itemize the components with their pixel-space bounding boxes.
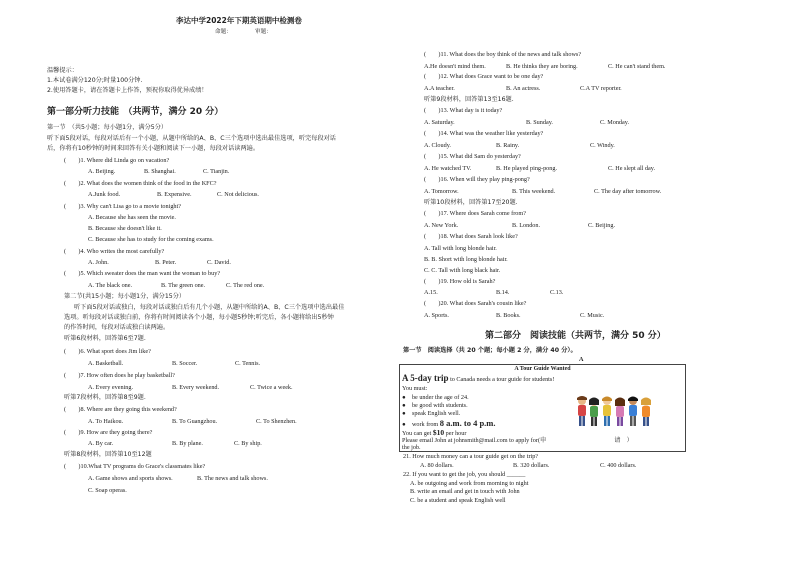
question-18: ( )18. What does Sarah look like?: [424, 233, 518, 240]
q21-option-a: A. 80 dollars.: [420, 462, 454, 469]
passage-letter: A: [579, 356, 584, 363]
q12-option-b: B. An actress.: [506, 85, 541, 92]
part1-sec2-title: 第二节(共15小题；每小题1分，满分15分）: [64, 293, 186, 300]
q16-option-a: A. Tomorrow.: [424, 188, 459, 195]
part1-sec1-instruction-2: 后，你将有10秒钟的时间来回答有关小题和阅读下一小题，每段对话读两遍。: [47, 145, 260, 152]
ad-job: the job.: [402, 444, 421, 451]
question-1: ( )1. Where did Linda go on vacation?: [64, 157, 170, 164]
q9-option-c: C. By ship.: [234, 440, 262, 447]
q20-option-b: B. Books.: [496, 312, 521, 319]
ad-bullet-4: [402, 419, 496, 429]
q7-option-c: C. Twice a week.: [250, 384, 293, 391]
q11-option-c: C. He can't stand them.: [608, 63, 666, 70]
question-6: ( )6. What sport does Jim like?: [64, 348, 151, 355]
question-8: ( )8. Where are they going this weekend?: [64, 406, 177, 413]
q13-option-c: C. Monday.: [600, 119, 629, 126]
q2-option-c: C. Not delicious.: [217, 191, 259, 198]
q16-option-c: C. The day after tomorrow.: [594, 188, 662, 195]
q14-option-b: B. Rainy.: [496, 142, 520, 149]
q10-option-c: C. Soap operas.: [88, 487, 127, 494]
q14-option-c: C. Windy.: [590, 142, 615, 149]
question-15: ( )15. What did Sam do yesterday?: [424, 153, 521, 160]
author-label: 命题：: [215, 29, 232, 35]
q5-option-c: C. The red one.: [226, 282, 265, 289]
ad-headline-rest: to Canada needs a tour guide for students!: [448, 376, 555, 383]
question-11: ( )11. What does the boy think of the news and talk shows?: [424, 51, 582, 58]
ad-title: A Tour Guide Wanted: [514, 366, 571, 372]
question-7: ( )7. How often does he play basketball?: [64, 372, 175, 379]
q11-option-a: A.He doesn't mind them.: [424, 63, 486, 70]
q3-option-a: A. Because she has seen the movie.: [88, 214, 176, 221]
question-12: ( )12. What does Grace want to be one day?: [424, 73, 544, 80]
exam-title: 李达中学2022年下期英语期中检测卷: [176, 16, 302, 25]
kid-3: [602, 397, 612, 427]
q14-option-a: A. Cloudy.: [424, 142, 451, 149]
bullet-icon: ●: [402, 410, 412, 417]
kid-1: [577, 396, 587, 426]
ad-headline: [402, 374, 554, 384]
q9-option-a: A. By car.: [88, 440, 114, 447]
q10-option-b: B. The news and talk shows.: [197, 475, 268, 482]
part1-sec1-title: 第一节 （共5小题；每小题1分，满分5分）: [47, 124, 168, 131]
q18-option-a: A. Tall with long blonde hair.: [424, 245, 497, 252]
question-3: ( )3. Why can't Lisa go to a movie tonight?: [64, 203, 181, 210]
part1-sec2-instruction-3: 的作答时间，每段对话或独白读两遍。: [64, 324, 170, 331]
question-13: ( )13. What day is it today?: [424, 107, 503, 114]
ad-bullet-2: [402, 402, 468, 410]
q20-option-a: A. Sports.: [424, 312, 449, 319]
q1-option-b: B. Shanghai.: [144, 168, 176, 175]
q2-option-a: A.Junk food.: [88, 191, 121, 198]
q22-option-b: B. write an email and get in touch with John: [410, 488, 520, 495]
q18-option-b: B. B. Short with long blonde hair.: [424, 256, 508, 263]
reviewer-label: 审题：: [255, 29, 272, 35]
question-9: ( )9. How are they going there?: [64, 429, 153, 436]
q5-option-b: B. The green one.: [161, 282, 206, 289]
q12-option-a: A.A teacher.: [424, 85, 455, 92]
ad-work-pre: work from: [411, 421, 440, 428]
part2-sec1-title: 第一节 阅读选择（共 20 个题；每小题 2 分，满分 40 分）。: [403, 347, 577, 354]
q17-option-b: B. London.: [512, 222, 541, 229]
question-22: 22. If you want to get the job, you should ______: [403, 471, 526, 478]
kid-2: [589, 398, 599, 427]
students-illustration: [574, 395, 660, 429]
q1-option-a: A. Beijing.: [88, 168, 116, 175]
bullet-icon: ●: [402, 394, 412, 401]
material-9-note: 听第9段材料，回答第13至16题.: [424, 96, 514, 103]
q8-option-c: C. To Shenzhen.: [256, 418, 297, 425]
ad-must: You must:: [402, 385, 428, 392]
material-10-note: 听第10段材料，回答第17至20题.: [424, 199, 518, 206]
q22-option-a: A. be outgoing and work from morning to night: [410, 480, 529, 487]
ad-bullet-3-text: speak English well.: [411, 410, 461, 417]
q4-option-c: C. David.: [207, 259, 231, 266]
material-8-note: 听第8段材料，回答第10至12题: [64, 451, 152, 458]
ad-headline-big: A 5-day trip: [402, 373, 449, 383]
part2-title: 第二部分 阅读技能（共两节，满分 50 分）: [485, 331, 666, 341]
q21-option-c: C. 400 dollars.: [600, 462, 637, 469]
q6-option-b: B. Soccer.: [172, 360, 198, 367]
ad-work-hours: 8 a.m. to 4 p.m.: [439, 418, 496, 428]
question-16: ( )16. When will they play ping-pong?: [424, 176, 530, 183]
q4-option-a: A. John.: [88, 259, 109, 266]
q19-option-c: C.13.: [550, 289, 564, 296]
question-19: ( )19. How old is Sarah?: [424, 278, 496, 285]
question-5: ( )5. Which sweater does the man want the woman to buy?: [64, 270, 221, 277]
ad-bullet-2-text: be good with students.: [411, 402, 468, 409]
ad-bullet-1-text: be under the age of 24.: [411, 394, 469, 401]
part1-sec2-instruction-1: 听下面5段对话或独白，每段对话或独白后有几个小题，从题中所给的A、B、C三个选项中选出最佳: [74, 304, 345, 311]
q10-option-a: A. Game shows and sports shows.: [88, 475, 173, 482]
q19-option-a: A.15.: [424, 289, 438, 296]
ad-pay-amount: $10: [432, 428, 445, 437]
bullet-icon: ●: [402, 402, 412, 409]
question-14: ( )14. What was the weather like yesterday?: [424, 130, 544, 137]
tips-line-2: 2.使用答题卡，请在答题卡上作答，预祝你取得优异成绩！: [47, 87, 208, 94]
q8-option-b: B. To Guangzhou.: [172, 418, 218, 425]
q18-option-c: C. C. Tall with long black hair.: [424, 267, 501, 274]
q17-option-a: A. New York.: [424, 222, 459, 229]
q7-option-a: A. Every evening.: [88, 384, 134, 391]
ad-bullet-3: [402, 410, 460, 418]
q4-option-b: B. Peter.: [155, 259, 177, 266]
tips-heading: 温馨提示：: [47, 67, 78, 74]
kid-4: [615, 398, 625, 427]
q13-option-a: A. Saturday.: [424, 119, 455, 126]
q19-option-b: B.14.: [496, 289, 510, 296]
q1-option-c: C. Tianjin.: [203, 168, 230, 175]
q15-option-b: B. He played ping-pong.: [496, 165, 558, 172]
q21-option-b: B. 320 dollars.: [513, 462, 550, 469]
ad-email: Please email John at johnsmith@mail.com to apply for(申 请 ）: [402, 437, 633, 444]
q20-option-c: C. Music.: [580, 312, 605, 319]
question-20: ( )20. What does Sarah's cousin like?: [424, 300, 527, 307]
q22-option-c: C. be a student and speak English well: [410, 497, 506, 504]
q8-option-a: A. To Haikou.: [88, 418, 124, 425]
kid-5: [628, 397, 638, 427]
question-21: 21. How much money can a tour guide get on the trip?: [403, 453, 539, 460]
ad-pay-pre: You can get: [402, 430, 433, 437]
ad-pay-post: per hour: [444, 430, 467, 437]
q16-option-b: B. This weekend.: [512, 188, 556, 195]
q12-option-c: C.A TV reporter.: [580, 85, 622, 92]
kid-6: [641, 398, 651, 427]
bullet-icon: ●: [402, 421, 412, 428]
ad-bullet-1: [402, 394, 469, 402]
question-17: ( )17. Where does Sarah come from?: [424, 210, 526, 217]
part1-sec1-instruction-1: 听下面5段对话，每段对话后有一个小题，从题中所给的A、B、C三个选项中选出最佳选项，听完每段对话: [47, 135, 336, 142]
q6-option-a: A. Basketball.: [88, 360, 124, 367]
q13-option-b: B. Sunday.: [526, 119, 553, 126]
q2-option-b: B. Expensive.: [157, 191, 192, 198]
q7-option-b: B. Every weekend.: [172, 384, 220, 391]
q3-option-c: C. Because she has to study for the coming exams.: [88, 236, 214, 243]
tips-line-1: 1.本试卷满分120分;时量100分钟.: [47, 77, 143, 84]
question-10: ( )10.What TV programs do Grace's classmates like?: [64, 463, 206, 470]
q17-option-c: C. Beijing.: [588, 222, 615, 229]
part1-sec2-instruction-2: 选项。听每段对话或独白前，你将有时间阅读各个小题，每小题5秒钟;听完后，各小题将给出5秒钟: [64, 314, 334, 321]
q15-option-c: C. He slept all day.: [608, 165, 656, 172]
q3-option-b: B. Because she doesn't like it.: [88, 225, 162, 232]
question-4: ( )4. Who writes the most carefully?: [64, 248, 165, 255]
q11-option-b: B. He thinks they are boring.: [506, 63, 578, 70]
q15-option-a: A. He watched TV.: [424, 165, 472, 172]
q9-option-b: B. By plane.: [172, 440, 203, 447]
part1-title: 第一部分听力技能 （共两节，满分 20 分）: [47, 107, 224, 117]
question-2: ( )2. What does the women think of the food in the KFC?: [64, 180, 217, 187]
material-7-note: 听第7段材料，回答第8至9题.: [64, 394, 146, 401]
q6-option-c: C. Tennis.: [235, 360, 261, 367]
material-6-note: 听第6段材料，回答第6至7题.: [64, 335, 146, 342]
q5-option-a: A. The black one.: [88, 282, 133, 289]
